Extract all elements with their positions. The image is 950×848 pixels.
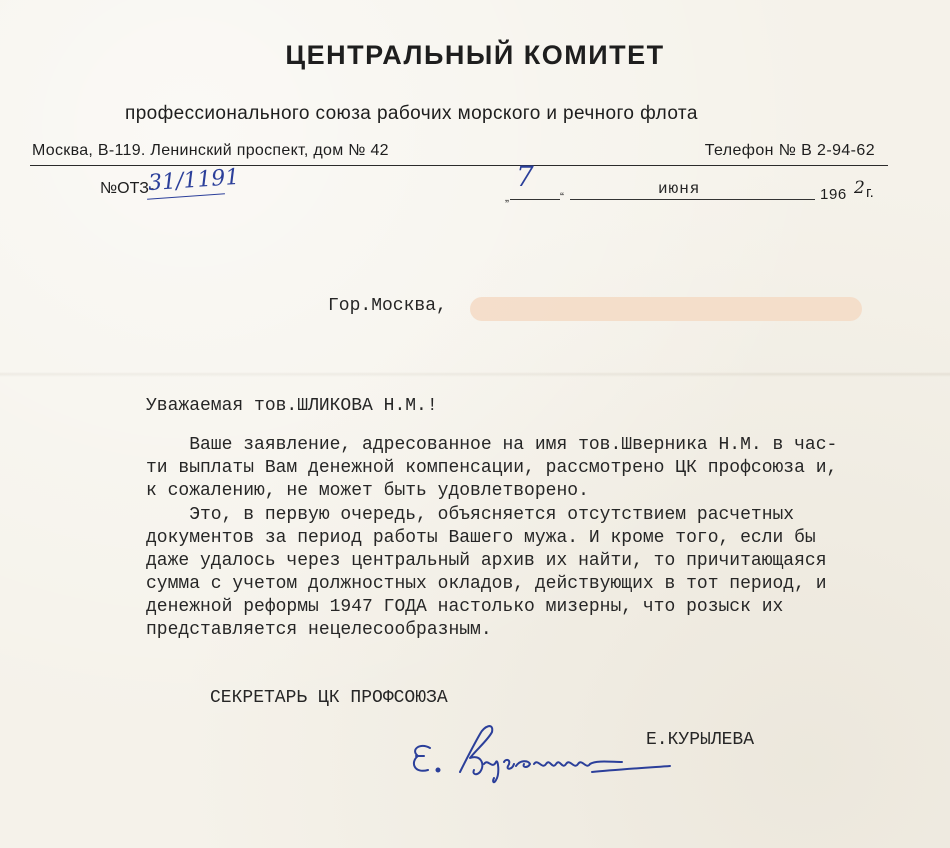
paragraph-1	[146, 434, 837, 503]
paragraph-line: даже удалось через центральный архив их найти, то причитающаяся	[146, 551, 827, 571]
date-day-handwritten: 7	[516, 160, 534, 193]
date-year-digit-handwritten: 2	[854, 178, 865, 198]
paragraph-2	[146, 504, 827, 642]
letterhead-divider	[30, 165, 888, 166]
city-line: Гор.Москва,	[328, 296, 447, 316]
date-year-suffix: г.	[866, 184, 874, 201]
paragraph-line: представляется нецелесообразным.	[146, 620, 492, 640]
paragraph-line: ти выплаты Вам денежной компенсации, рассмотрено ЦК профсоюза и,	[146, 458, 838, 478]
letterhead-subtitle: профессионального союза рабочих морского и речного флота	[125, 103, 698, 124]
signatory-title: СЕКРЕТАРЬ ЦК ПРОФСОЮЗА	[210, 688, 448, 708]
date-month-line	[570, 199, 815, 200]
letterhead-phone: Телефон № В 2-94-62	[704, 142, 875, 159]
handwritten-signature	[402, 718, 702, 788]
paragraph-line: Ваше заявление, адресованное на имя тов.Шверника Н.М. в час-	[146, 435, 838, 455]
letterhead-title: ЦЕНТРАЛЬНЫЙ КОМИТЕТ	[285, 40, 665, 70]
paragraph-line: к сожалению, не может быть удовлетворено.	[146, 481, 589, 501]
greeting: Уважаемая тов.ШЛИКОВА Н.М.!	[146, 396, 438, 416]
date-year-printed: 196	[820, 186, 847, 203]
redaction-block	[470, 297, 862, 321]
paragraph-line: денежной реформы 1947 ГОДА настолько мизерны, что розыск их	[146, 597, 784, 617]
date-close-quote: “	[560, 190, 564, 204]
letterhead-address: Москва, В-119. Ленинский проспект, дом № 42	[32, 142, 389, 159]
date-day-line	[510, 199, 560, 200]
paragraph-line: Это, в первую очередь, объясняется отсутствием расчетных	[146, 505, 795, 525]
paragraph-line: документов за период работы Вашего мужа. И кроме того, если бы	[146, 528, 816, 548]
paragraph-line: сумма с учетом должностных окладов, действующих в тот период, и	[146, 574, 827, 594]
reference-handwritten-number: 31/1191	[147, 164, 241, 197]
signatory-name: Е.КУРЫЛЕВА	[646, 730, 755, 750]
reference-prefix: №ОТЗ-	[100, 180, 155, 197]
date-month: июня	[658, 180, 701, 198]
date-open-quote: „	[505, 190, 509, 204]
